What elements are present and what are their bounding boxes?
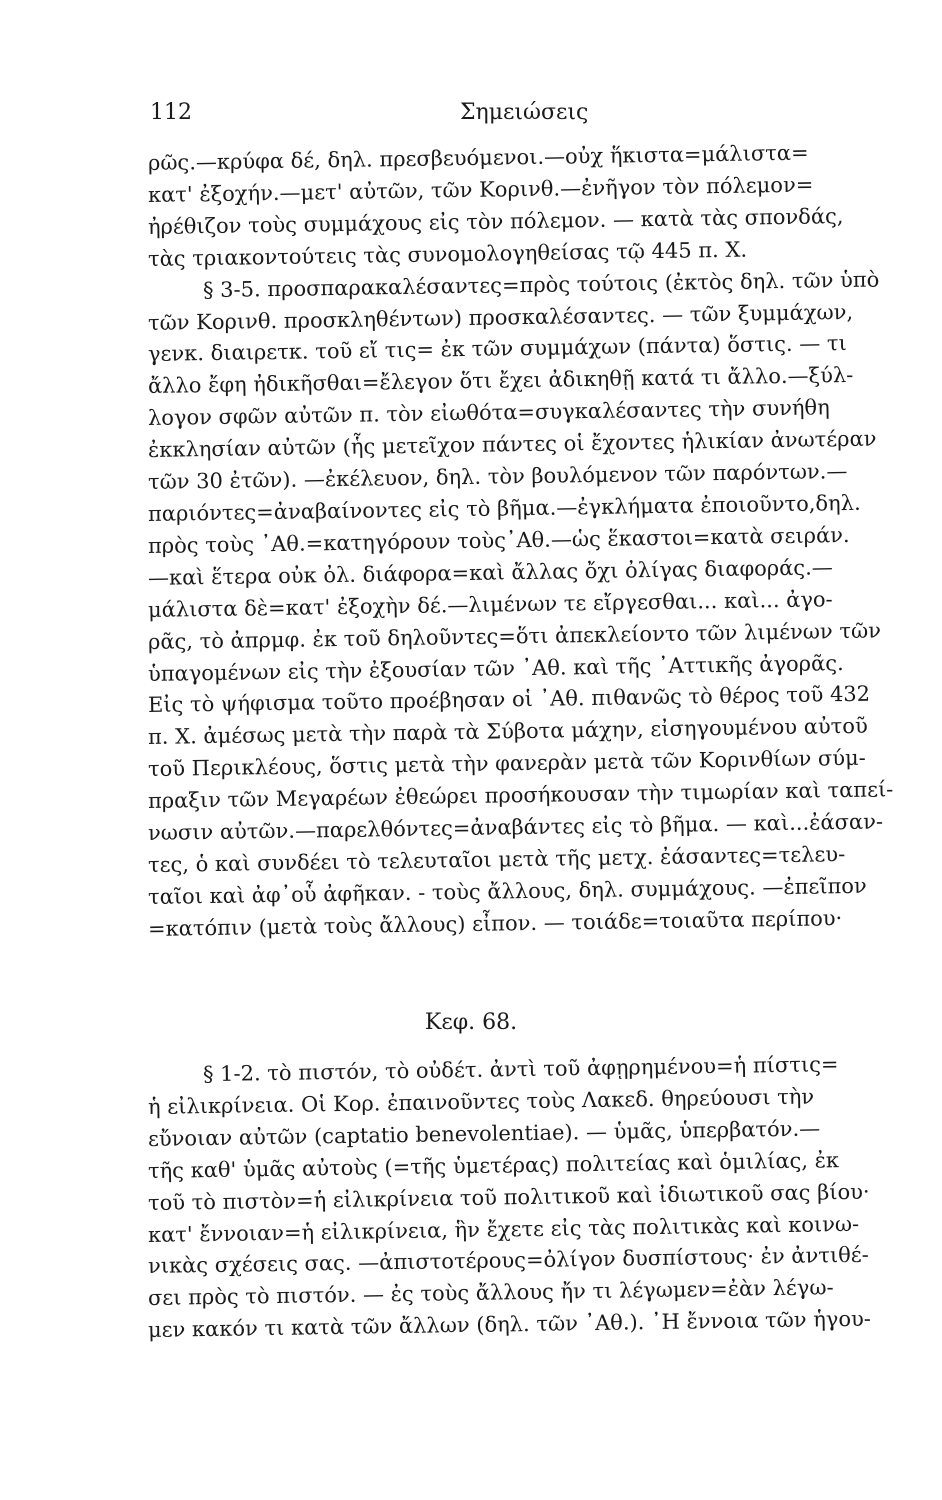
text-line: τοῦ Περικλέους, ὅστις μετὰ τὴν φανερὰν μετὰ τῶν Κορινθίων σύμ-	[147, 745, 866, 782]
text-line: πρὸς τοὺς ᾽Αθ.=κατηγόρουν τοὺς᾽Αθ.—ὡς ἕκαστοι=κατὰ σειράν.	[147, 522, 850, 558]
chapter-heading: Κεφ. 68.	[424, 1010, 518, 1035]
text-line: =κατόπιν (μετὰ τοὺς ἄλλους) εἶπον. — τοιάδε=τοιαῦτα περίπου·	[147, 905, 843, 941]
text-line: ταῖοι καὶ ἀφ᾽οὗ ἀφῆκαν. - τοὺς ἄλλους, δηλ. συμμάχους. —ἐπεῖπον	[147, 873, 867, 909]
text-line: παριόντες=ἀναβαίνοντες εἰς τὸ βῆμα.—ἐγκλήματα ἐποιοῦντο,δηλ.	[147, 490, 861, 526]
text-line: νικὰς σχέσεις σας. —ἀπιστοτέρους=ὀλίγον δυσπίστους· ἐν ἀντιθέ-	[147, 1243, 869, 1279]
text-line: τῆς καθ' ὑμᾶς αὐτοὺς (=τῆς ὑμετέρας) πολιτείας καὶ ὁμιλίας, ἐκ	[147, 1147, 840, 1183]
running-head: Σημειώσεις	[460, 100, 589, 125]
text-line: —καὶ ἕτερα οὐκ ὀλ. διάφορα=καὶ ἄλλας ὄχι ὀλίγας διαφοράς.—	[147, 555, 833, 590]
text-line: ἄλλο ἔφη ἠδικῆσθαι=ἔλεγον ὅτι ἔχει ἀδικηθῇ κατά τι ἄλλο.—ξύλ-	[147, 363, 854, 399]
text-line: τῶν Κορινθ. προσκληθέντων) προσκαλέσαντες. — τῶν ξυμμάχων,	[147, 299, 854, 335]
text-line: τοῦ τὸ πιστὸν=ἡ εἰλικρίνεια τοῦ πολιτικοῦ καὶ ἰδιωτικοῦ σας βίου·	[147, 1179, 870, 1215]
text-line: μεν κακόν τι κατὰ τῶν ἄλλων (δηλ. τῶν ᾽Αθ.). ᾽Η ἔννοια τῶν ἡγου-	[147, 1306, 872, 1343]
text-line: ρᾶς, τὸ ἀπρμφ. ἐκ τοῦ δηλοῦντες=ὅτι ἀπεκλείοντο τῶν λιμένων τῶν	[147, 618, 882, 654]
notes-section-2	[147, 1052, 918, 1347]
text-line: τῶν 30 ἐτῶν). —ἐκέλευον, δηλ. τὸν βουλόμενον τῶν παρόντων.—	[147, 459, 848, 495]
text-line: κατ' ἔννοιαν=ἡ εἰλικρίνεια, ἣν ἔχετε εἰς τὰς πολιτικὰς καὶ κοινω-	[147, 1211, 860, 1247]
text-line: ἠρέθιζον τοὺς συμμάχους εἰς τὸν πόλεμον. — κατὰ τὰς σπονδάς,	[147, 203, 844, 239]
text-line: εὔνοιαν αὐτῶν (captatio benevolentiae). — ὑμᾶς, ὑπερβατόν.—	[147, 1116, 821, 1151]
text-line: Εἰς τὸ ψήφισμα τοῦτο προέβησαν οἱ ᾽Αθ. πιθανῶς τὸ θέρος τοῦ 432	[147, 682, 871, 718]
text-line: νωσιν αὐτῶν.—παρελθόντες=ἀναβάντες εἰς τὸ βῆμα. — καὶ...ἐάσαν-	[147, 809, 884, 846]
text-line: π. Χ. ἀμέσως μετὰ τὴν παρὰ τὰ Σύβοτα μάχην, εἰσηγουμένου αὐτοῦ	[147, 714, 868, 750]
text-line: τὰς τριακοντούτεις τὰς συνομολογηθείσας τῷ 445 π. Χ.	[147, 237, 748, 271]
text-line: λογον σφῶν αὐτῶν π. τὸν εἰωθότα=συγκαλέσαντες τὴν συνήθη	[147, 395, 830, 431]
text-line: ρῶς.—κρύφα δέ, δηλ. πρεσβευόμενοι.—οὐχ ἥκιστα=μάλιστα=	[147, 140, 809, 175]
text-line: σει πρὸς τὸ πιστόν. — ἐς τοὺς ἄλλους ἤν τι λέγωμεν=ἐὰν λέγω-	[147, 1275, 834, 1311]
text-line: ὑπαγομένων εἰς τὴν ἐξουσίαν τῶν ᾽Αθ. καὶ τῆς ᾽Αττικῆς ἀγορᾶς.	[147, 650, 844, 686]
text-line: μάλιστα δὲ=κατ' ἐξοχὴν δέ.—λιμένων τε εἴργεσθαι... καὶ... ἀγο-	[147, 586, 833, 622]
text-line: § 3-5. προσπαρακαλέσαντες=πρὸς τούτοις (ἐκτὸς δηλ. τῶν ὑπὸ	[202, 267, 880, 302]
page-header	[150, 100, 750, 130]
text-line: ἐκκλησίαν αὐτῶν (ἧς μετεῖχον πάντες οἱ ἔχοντες ἡλικίαν ἀνωτέραν	[147, 426, 877, 463]
text-line: γενκ. διαιρετκ. τοῦ εἴ τις= ἐκ τῶν συμμάχων (πάντα) ὅστις. — τι	[147, 331, 847, 367]
text-line: ἡ εἰλικρίνεια. Οἱ Κορ. ἐπαινοῦντες τοὺς Λακεδ. θηρεύουσι τὴν	[147, 1084, 815, 1119]
text-line: κατ' ἐξοχήν.—μετ' αὐτῶν, τῶν Κορινθ.—ἐνῆγον τὸν πόλεμον=	[147, 172, 814, 207]
text-line: τες, ὁ καὶ συνδέει τὸ τελευταῖοι μετὰ τῆς μετχ. ἐάσαντες=τελευ-	[147, 841, 846, 877]
page-number: 112	[150, 100, 192, 125]
notes-section-1	[147, 140, 918, 946]
text-line: πραξιν τῶν Μεγαρέων ἐθεώρει προσήκουσαν τὴν τιμωρίαν καὶ ταπεί-	[147, 777, 894, 814]
text-line: § 1-2. τὸ πιστόν, τὸ οὐδέτ. ἀντὶ τοῦ ἀφῃρημένου=ἡ πίστις=	[202, 1052, 839, 1087]
